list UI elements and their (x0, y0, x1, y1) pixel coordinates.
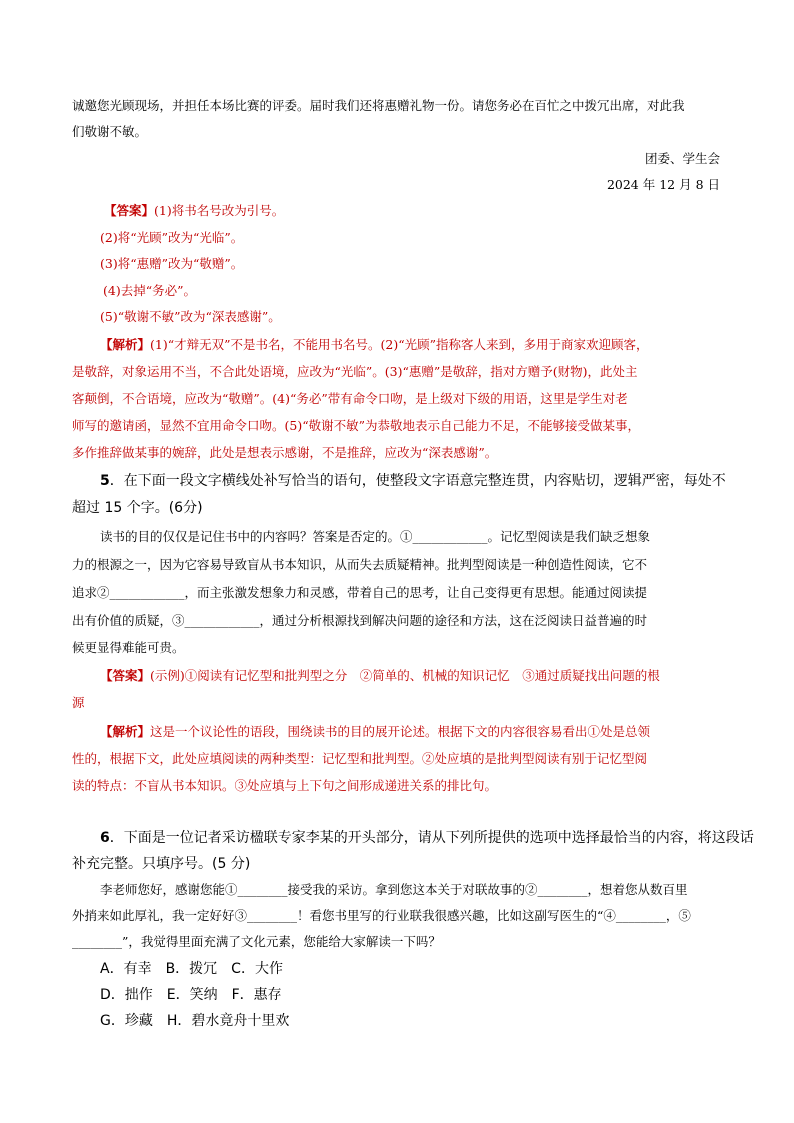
q4-analysis-line-2: 是敬辞，对象运用不当，不合此处语境，应改为“光临”。(3)“惠赠”是敬辞，指对方赠予(财物)，此处主 (72, 364, 638, 379)
q6-options-line-2: D．拙作 E．笑纳 F．惠存 (100, 987, 282, 1003)
answer-tag: 【答案】 (104, 203, 155, 218)
q5-analysis-line-3: 读的特点：不盲从书本知识。③处应填与上下句之间形成递进关系的排比句。 (72, 778, 498, 793)
signature: 团委、学生会 (644, 151, 720, 166)
q6-options-line-3: G．珍藏 H．碧水竟舟十里欢 (100, 1013, 290, 1029)
q4-answer-line-1 (104, 201, 284, 219)
q4-answer-1: (1)将书名号改为引号。 (154, 203, 285, 218)
q4-analysis-line-1: 【解析】(1)“才辩无双”不是书名，不能用书名号。(2)“光顾”指称客人来到，多用于商家欢迎顾客， (100, 337, 649, 352)
q6-stem-line-1: 6．下面是一位记者采访楹联专家李某的开头部分，请从下列所提供的选项中选择最恰当的内容，将这段话 (100, 830, 754, 846)
intro-line-1: 诚邀您光顾现场，并担任本场比赛的评委。届时我们还将惠赠礼物一份。请您务必在百忙之中拨冗出席，对此我 (72, 98, 685, 113)
q5-stem-line-2: 超过 15 个字。(6分) (72, 500, 203, 516)
q4-analysis-line-3: 客颠倒，不合语境，应改为“敬赠”。(4)“务必”带有命令口吻，是上级对下级的用语，这里是学生对老 (72, 391, 628, 406)
q5-answer-line-1: 【答案】(示例)①阅读有记忆型和批判型之分 ②简单的、机械的知识记忆 ③通过质疑找出问题的根 (100, 668, 660, 683)
q6-passage-line-3: ________”，我觉得里面充满了文化元素，您能给大家解读一下吗？ (72, 934, 441, 949)
answer-tag: 【答案】 (100, 668, 151, 683)
q6-passage-line-2: 外捎来如此厚礼，我一定好好③________！看您书里写的行业联我很感兴趣，比如这副写医生的“④________，⑤ (72, 908, 691, 923)
q6-stem-line-2: 补充完整。只填序号。(5 分) (72, 856, 251, 872)
q5-analysis-line-1: 【解析】这是一个议论性的语段，围绕读书的目的展开论述。根据下文的内容很容易看出①处是总领 (100, 724, 651, 739)
q4-analysis-line-5: 多作推辞做某事的婉辞，此处是想表示感谢，不是推辞，应改为“深表感谢”。 (72, 445, 498, 460)
q5-passage-line-2: 力的根源之一，因为它容易导致盲从书本知识，从而失去质疑精神。批判型阅读是一种创造性阅读，它不 (72, 557, 648, 572)
q5-passage-line-1: 读书的目的仅仅是记住书中的内容吗？答案是否定的。①____________。记忆型阅读是我们缺乏想象 (100, 529, 651, 544)
q5-passage-line-3: 追求②____________，而主张激发想象力和灵感，带着自己的思考，让自己变得更有思想。能通过阅读提 (72, 585, 648, 600)
analysis-tag: 【解析】 (100, 724, 151, 739)
q5-passage-line-5: 候更显得难能可贵。 (72, 640, 185, 655)
q4-analysis-line-4: 师写的邀请函，显然不宜用命令口吻。(5)“敬谢不敏”为恭敬地表示自己能力不足，不能够接受做某事， (72, 418, 640, 433)
q4-answer-3: (3)将“惠赠”改为“敬赠”。 (100, 256, 244, 271)
q5-number: 5 (100, 473, 110, 489)
q5-analysis-line-2: 性的，根据下文，此处应填阅读的两种类型：记忆型和批判型。②处应填的是批判型阅读有别于记忆型阅 (72, 751, 648, 766)
q4-answer-2: (2)将“光顾”改为“光临”。 (100, 230, 244, 245)
date: 2024 年 12 月 8 日 (606, 177, 720, 192)
q5-answer-line-2: 源 (72, 695, 85, 710)
q5-stem-line-1: 5．在下面一段文字横线处补写恰当的语句，使整段文字语意完整连贯，内容贴切，逻辑严密，每处不 (100, 473, 726, 489)
intro-line-2: 们敬谢不敏。 (72, 124, 148, 139)
q4-answer-5: (5)“敬谢不敏”改为“深表感谢”。 (100, 309, 281, 324)
q6-passage-line-1: 李老师您好，感谢您能①________接受我的采访。拿到您这本关于对联故事的②________，想着您从数百里 (100, 882, 688, 897)
q6-options-line-1: A．有幸 B．拨冗 C．大作 (100, 961, 283, 977)
q6-number: 6 (100, 830, 110, 846)
q4-answer-4: (4)去掉“务必”。 (103, 283, 196, 298)
q5-passage-line-4: 出有价值的质疑，③____________，通过分析根源找到解决问题的途径和方法，这在泛阅读日益普遍的时 (72, 613, 648, 628)
analysis-tag: 【解析】 (100, 337, 151, 352)
